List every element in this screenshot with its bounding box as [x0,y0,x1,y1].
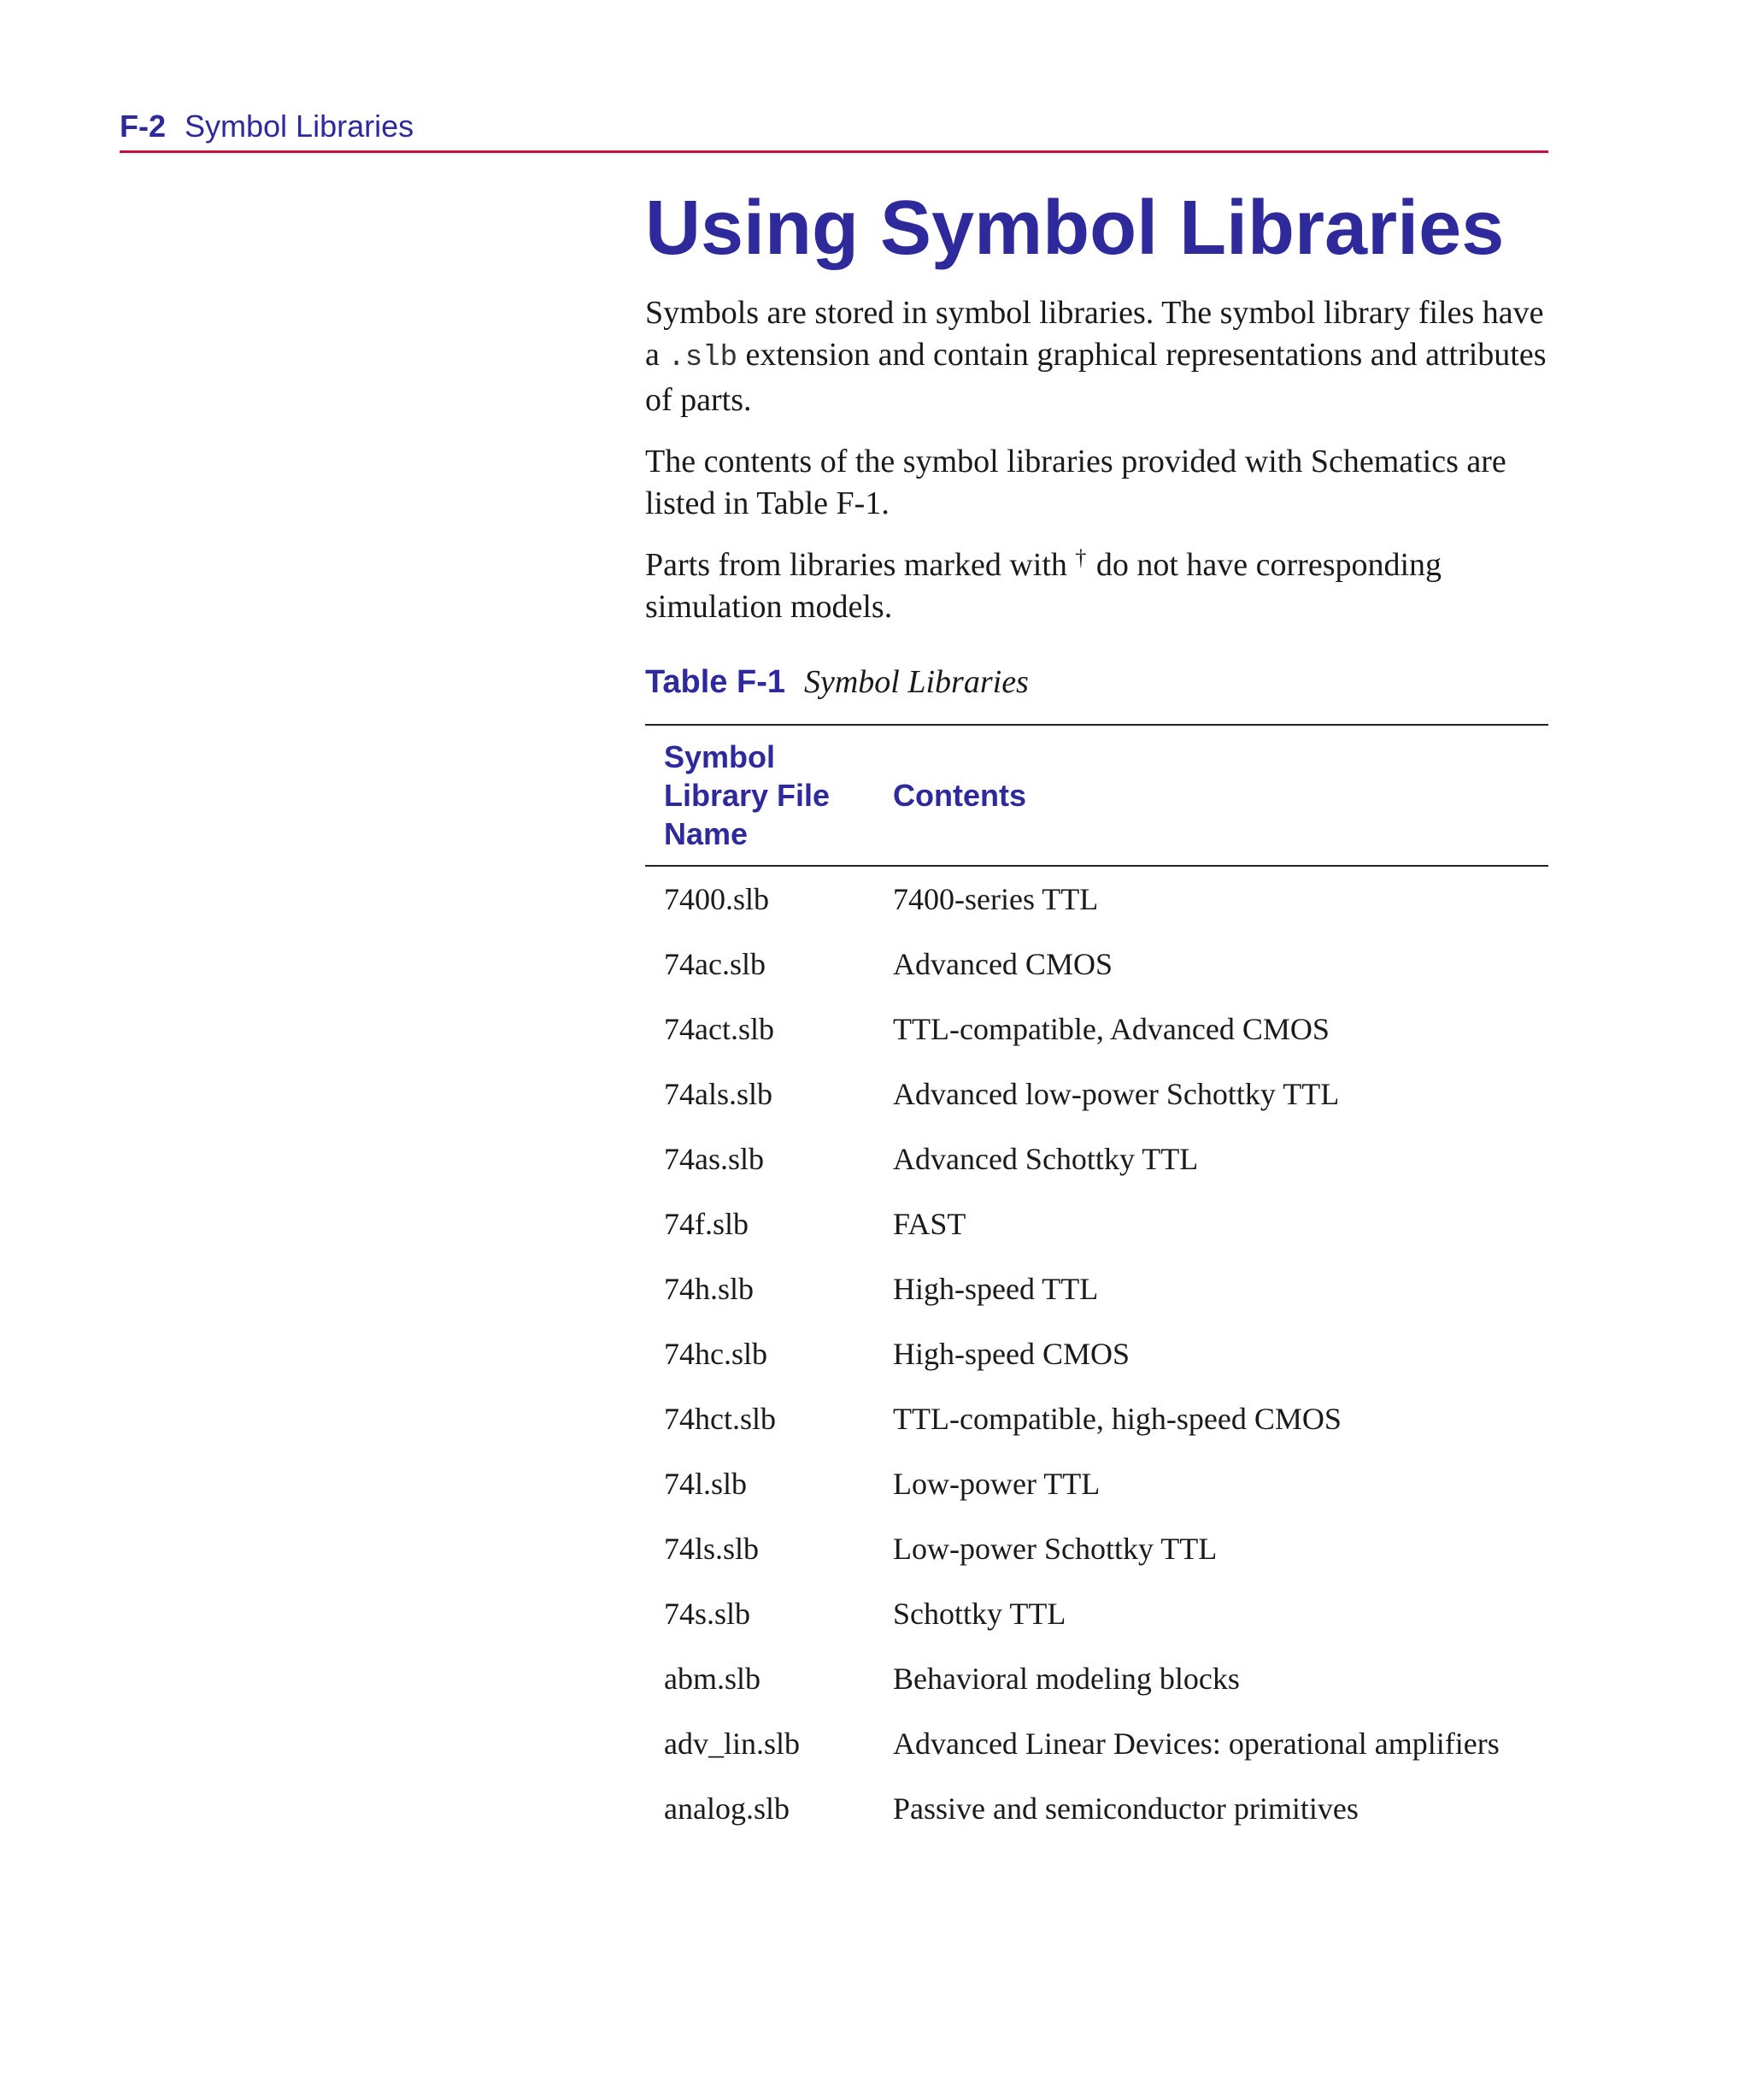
table-row [645,932,1548,997]
table-row [645,1062,1548,1126]
row-contents: Schottky TTL [893,1597,1066,1631]
dagger-mark: † [1075,545,1087,570]
row-file-name: analog.slb [664,1791,790,1826]
dagger-note-text-start: Parts from libraries marked with [645,547,1076,583]
row-file-name: 74hct.slb [664,1402,776,1436]
row-contents: Passive and semiconductor primitives [893,1791,1359,1826]
paragraph-intro [645,292,1548,421]
slb-extension-code: .slb [667,342,737,374]
table-row [645,1126,1548,1191]
table-row [645,1321,1548,1386]
row-contents: Advanced Linear Devices: operational amplifiers [893,1726,1500,1761]
column-header-file-line1: Symbol [664,739,776,774]
row-file-name: 74f.slb [664,1207,749,1241]
paragraph-dagger-note [645,544,1548,628]
table-row [645,1256,1548,1321]
table-row [645,1191,1548,1256]
column-header-file-name [645,725,874,866]
row-file-name: 74l.slb [664,1467,748,1501]
table-row [645,1386,1548,1451]
row-file-name: 74as.slb [664,1142,764,1176]
row-contents: Advanced CMOS [893,947,1113,981]
column-header-file-line3: Name [664,816,749,851]
row-file-name: 74hc.slb [664,1337,767,1371]
table-caption [645,661,1548,703]
row-contents: 7400-series TTL [893,882,1099,916]
row-contents: Behavioral modeling blocks [893,1662,1240,1696]
column-header-contents: Contents [874,725,1548,866]
table-row [645,1646,1548,1711]
row-contents: High-speed CMOS [893,1337,1130,1371]
table-row [645,866,1548,932]
table-row [645,1516,1548,1581]
table-caption-title: Symbol Libraries [804,664,1029,700]
symbol-libraries-table [645,724,1548,1841]
row-contents: TTL-compatible, high-speed CMOS [893,1402,1342,1436]
row-file-name: adv_lin.slb [664,1726,800,1761]
row-contents: Advanced Schottky TTL [893,1142,1199,1176]
row-file-name: abm.slb [664,1662,760,1696]
table-row [645,997,1548,1062]
running-header [120,108,1548,150]
row-contents: Low-power TTL [893,1467,1101,1501]
row-contents: Advanced low-power Schottky TTL [893,1077,1340,1111]
row-file-name: 74ac.slb [664,947,766,981]
table-row [645,1776,1548,1841]
page-title: Using Symbol Libraries [645,185,1505,271]
row-file-name: 74act.slb [664,1012,774,1046]
dagger-note-text-end: do not have corresponding simulation models. [645,547,1442,625]
table-header-row [645,725,1548,866]
paragraph-contents: The contents of the symbol libraries provided with Schematics are listed in Table F-1. [645,444,1506,521]
table-row [645,1451,1548,1516]
table-caption-number: Table F-1 [645,664,785,700]
row-contents: TTL-compatible, Advanced CMOS [893,1012,1330,1046]
paragraph-intro-text-end: extension and contain graphical representations and attributes of parts. [645,337,1547,418]
row-contents: Low-power Schottky TTL [893,1532,1218,1566]
header-rule [120,150,1548,153]
table-row [645,1581,1548,1646]
column-header-file-line2: Library File [664,778,831,813]
paragraph-intro-text-start: Symbols are stored in symbol libraries. The symbol library files have a [645,295,1544,373]
running-header-title: Symbol Libraries [185,109,414,144]
page-number: F-2 [120,109,166,144]
main-content [645,181,1548,1841]
table-row [645,1711,1548,1776]
row-file-name: 74ls.slb [664,1532,760,1566]
row-contents: FAST [893,1207,966,1241]
row-file-name: 7400.slb [664,882,770,916]
row-file-name: 74s.slb [664,1597,751,1631]
row-contents: High-speed TTL [893,1272,1099,1306]
row-file-name: 74als.slb [664,1077,773,1111]
row-file-name: 74h.slb [664,1272,755,1306]
